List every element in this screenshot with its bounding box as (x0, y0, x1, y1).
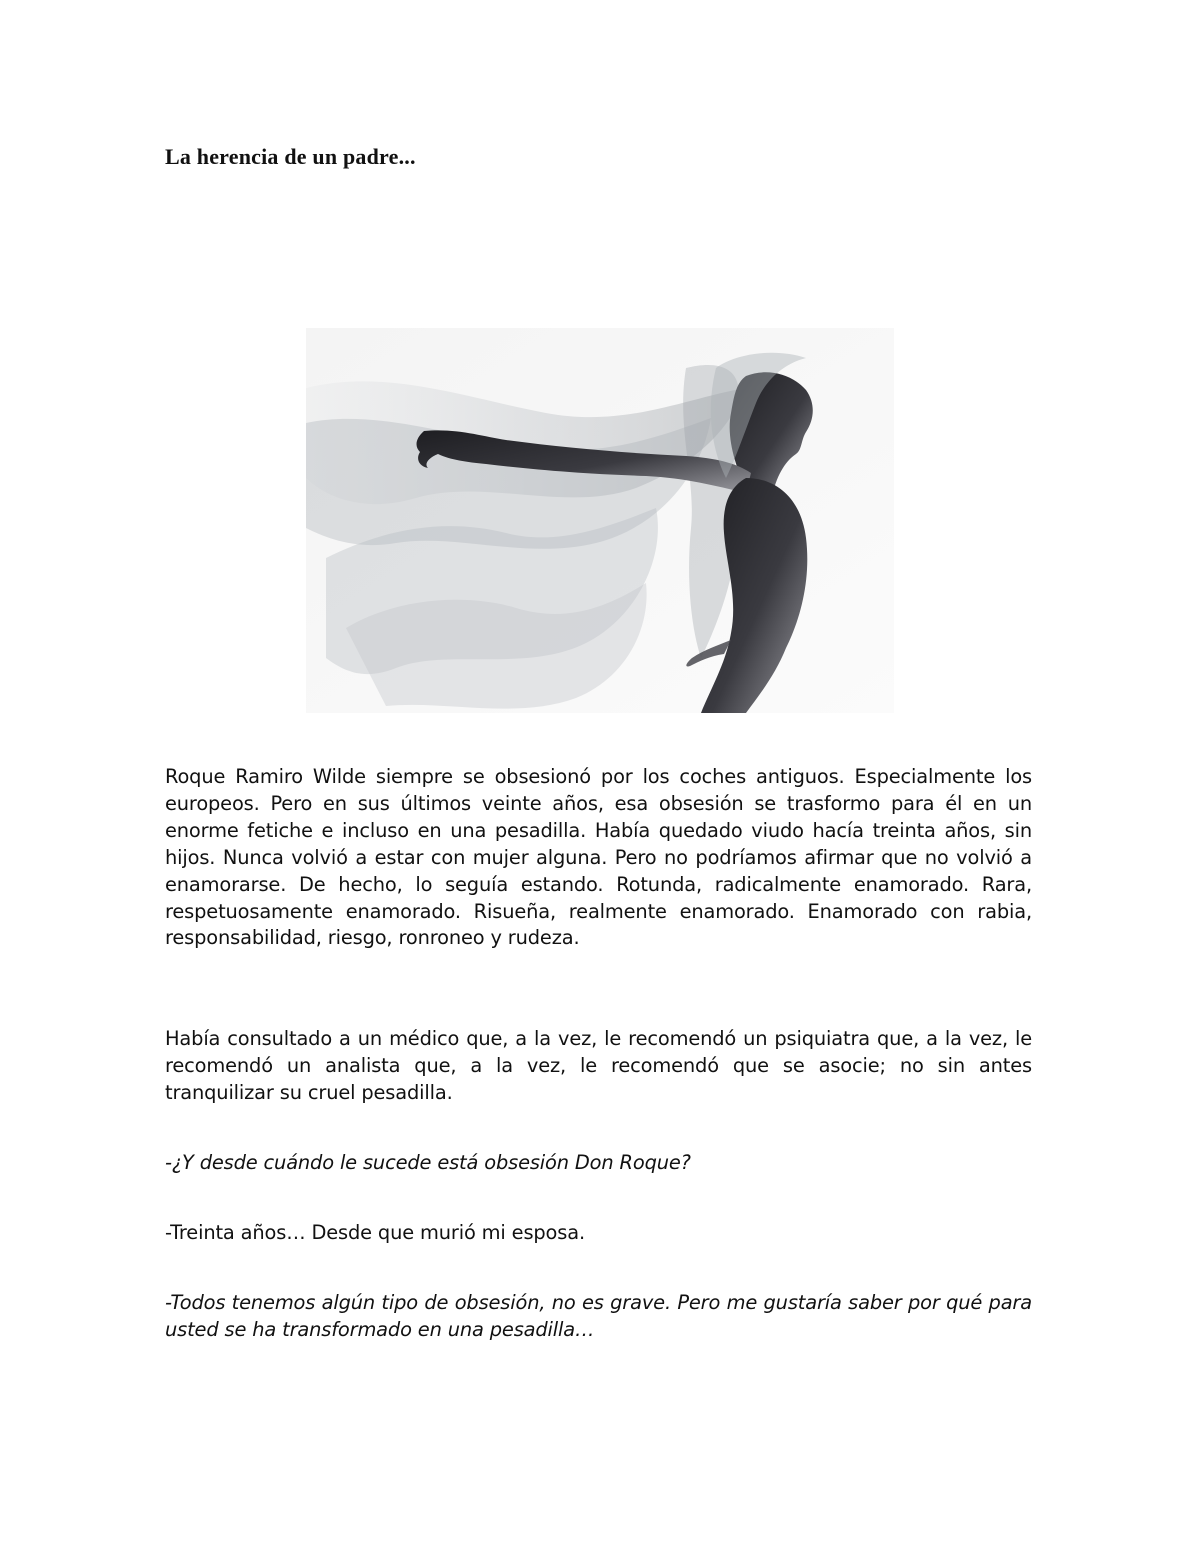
dialogue-question: -¿Y desde cuándo le sucede está obsesión Don Roque? (165, 1151, 691, 1174)
paragraph-1: Roque Ramiro Wilde siempre se obsesionó por los coches antiguos. Especialmente los europeos. Pero en sus últimos veinte años, esa obsesión se trasformo para él en un enorme fetiche e incluso en una pesadilla. Había quedado viudo hacía treinta años, sin hijos. Nunca volvió a estar con mujer alguna. Pero no podríamos afirmar que no volvió a enamorarse. De hecho, lo seguía estando. Rotunda, radicalmente enamorado. Rara, respetuosamente enamorado. Risueña, realmente enamorado. Enamorado con rabia, responsabilidad, riesgo, ronroneo y rudeza. (165, 765, 1032, 950)
dialogue-reply: -Todos tenemos algún tipo de obsesión, no es grave. Pero me gustaría saber por qué para usted se ha transformado en una pesadilla… (165, 1291, 1032, 1341)
dialogue-answer: -Treinta años… Desde que murió mi esposa. (165, 1221, 585, 1244)
paragraph-2: Había consultado a un médico que, a la vez, le recomendó un psiquiatra que, a la vez, le recomendó un analista que, a la vez, le recomendó que se asocie; no sin antes tranquilizar su cruel pesadilla. (165, 1027, 1032, 1104)
document-title: La herencia de un padre... (165, 144, 416, 169)
dancer-veil-image (306, 328, 894, 713)
dancer-illustration (306, 328, 894, 713)
